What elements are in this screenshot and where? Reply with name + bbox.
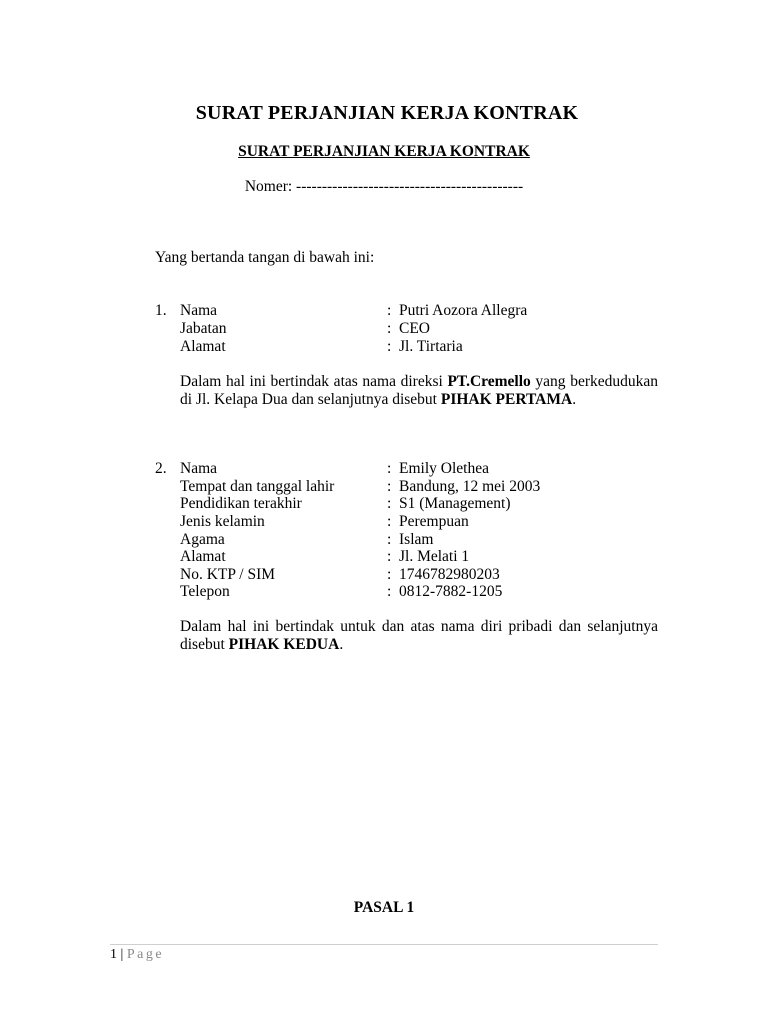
party-1-value-nama: Putri Aozora Allegra — [399, 302, 528, 319]
document-title: SURAT PERJANJIAN KERJA KONTRAK — [195, 102, 579, 124]
party-1-number: 1. — [155, 302, 167, 319]
party-2-role: PIHAK KEDUA — [228, 635, 340, 653]
party-2-value-telepon: 0812-7882-1205 — [399, 583, 503, 600]
colon: : — [387, 531, 392, 548]
party-2-value-jenis-kelamin: Perempuan — [399, 513, 469, 530]
party-2-number: 2. — [155, 460, 167, 477]
party-2-label-pendidikan: Pendidikan terakhir — [180, 495, 302, 512]
footer-separator: | — [120, 947, 124, 962]
pasal-heading: PASAL 1 — [353, 899, 415, 916]
party-2-value-alamat: Jl. Melati 1 — [399, 548, 470, 565]
party-2-value-pendidikan: S1 (Management) — [399, 495, 511, 512]
footer-divider — [110, 944, 658, 945]
party-2-description — [180, 618, 658, 653]
party-1-label-alamat: Alamat — [180, 338, 226, 355]
colon: : — [387, 478, 392, 495]
colon: : — [387, 460, 392, 477]
party-2-label-agama: Agama — [180, 531, 225, 548]
party-2-label-jenis-kelamin: Jenis kelamin — [180, 513, 265, 530]
party-1-desc-end: . — [572, 390, 577, 408]
colon: : — [387, 566, 392, 583]
colon: : — [387, 513, 392, 530]
colon: : — [387, 302, 392, 319]
party-1-company: PT.Cremello — [447, 373, 531, 390]
intro-text: Yang bertanda tangan di bawah ini: — [155, 249, 375, 266]
party-2-desc-end: . — [339, 635, 344, 653]
party-1-description — [180, 373, 658, 408]
party-1-desc-pre: Dalam hal ini bertindak atas nama direksi — [180, 373, 448, 390]
page-label: Page — [126, 947, 165, 962]
colon: : — [387, 338, 392, 355]
party-1-value-jabatan: CEO — [399, 320, 430, 337]
party-2-desc-pre: Dalam hal ini bertindak untuk dan atas nama diri pribadi dan selanjutnya disebut — [180, 618, 658, 653]
party-1-role: PIHAK PERTAMA — [440, 390, 573, 408]
colon: : — [387, 548, 392, 565]
party-2-value-nama: Emily Olethea — [399, 460, 489, 477]
party-1-label-nama: Nama — [180, 302, 218, 319]
party-2-value-ktp: 1746782980203 — [399, 566, 500, 583]
party-2-label-ttl: Tempat dan tanggal lahir — [180, 478, 335, 495]
page-footer — [110, 947, 164, 963]
party-2-value-ttl: Bandung, 12 mei 2003 — [399, 478, 541, 495]
document-number: Nomer: -------------------------------------------- — [244, 178, 524, 195]
party-1-label-jabatan: Jabatan — [180, 320, 227, 337]
colon: : — [387, 495, 392, 512]
party-2-value-agama: Islam — [399, 531, 434, 548]
party-2-label-alamat: Alamat — [180, 548, 226, 565]
party-1-value-alamat: Jl. Tirtaria — [399, 338, 463, 355]
party-2-label-ktp: No. KTP / SIM — [180, 566, 276, 583]
colon: : — [387, 583, 392, 600]
document-subtitle: SURAT PERJANJIAN KERJA KONTRAK — [238, 143, 530, 160]
colon: : — [387, 320, 392, 337]
party-2-label-nama: Nama — [180, 460, 218, 477]
party-2-label-telepon: Telepon — [180, 583, 230, 600]
party-1-desc-mid: yang berkedudukan di Jl. Kelapa Dua dan selanjutnya disebut — [180, 373, 658, 408]
page-number: 1 — [110, 947, 117, 962]
